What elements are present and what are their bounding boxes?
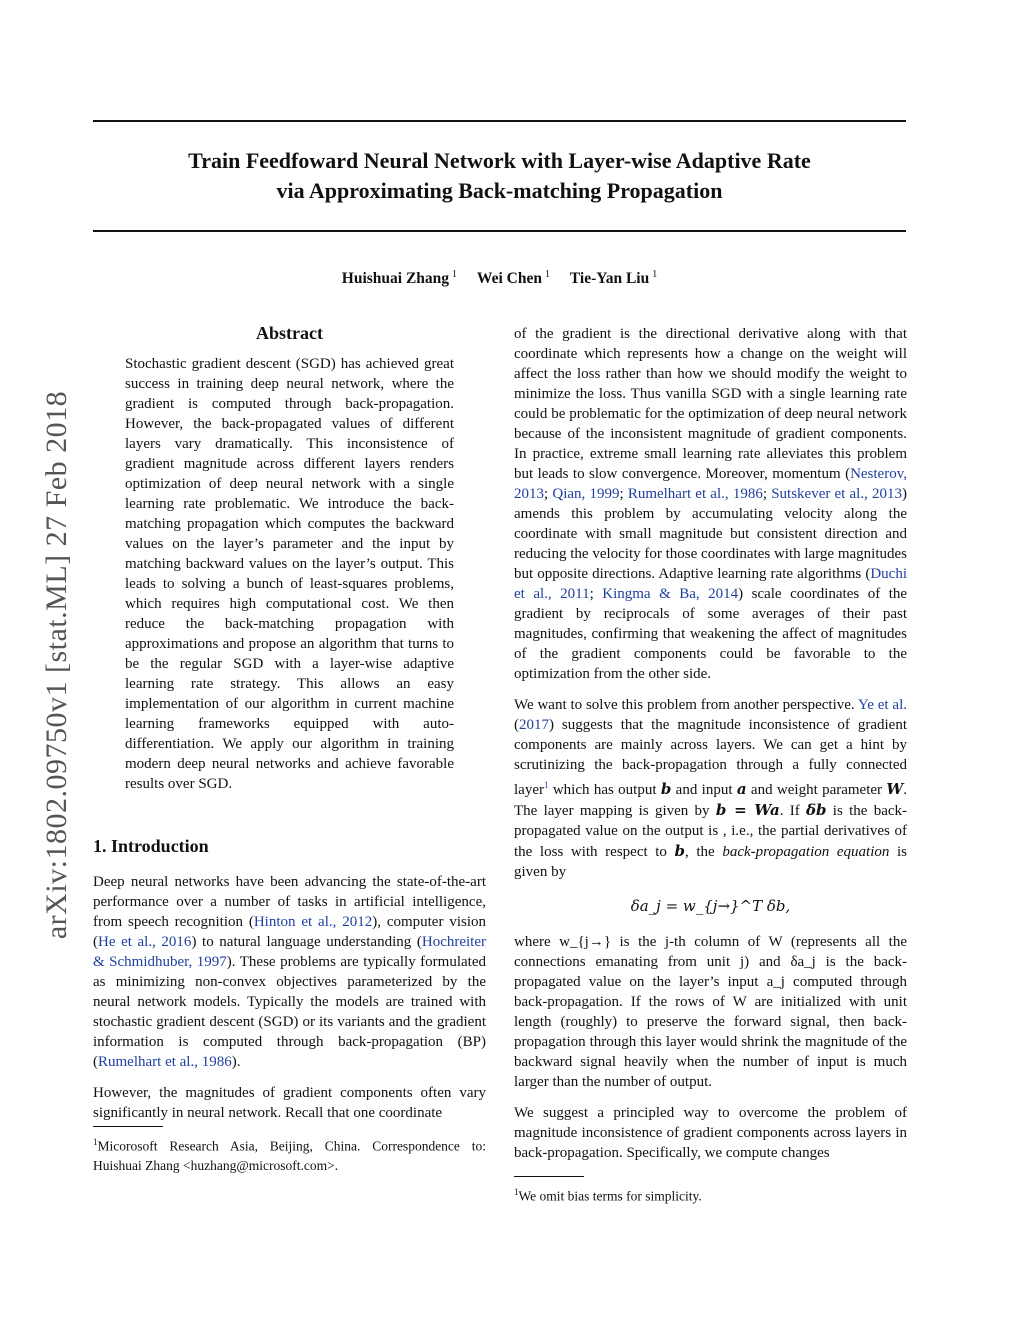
math-expression: b = Wa: [715, 801, 780, 819]
right-footnote: $^1$We omit bias terms for simplicity.: [514, 1176, 907, 1206]
abstract-text: Stochastic gradient descent (SGD) has achieved great success in training deep neural network, where the gradient is computed through back-propagation. However, the back-propagated values of different layers vary dramatically. This inconsistence of gradient magnitude across different layers renders optimization of deep neural network with a single learning rate problematic. We introduce the back-matching propagation which computes the backward values on the layer’s parameter and the input by matching backward values on the layer’s output. This leads to solving a bunch of least-squares problems, which requires high computational cost. We then reduce the back-matching propagation with approximations and propose an algorithm that turns to be the regular SGD with a layer-wise adaptive learning rate strategy. This allows an easy implementation of our algorithm in current machine learning frameworks equipped with auto-differentiation. We apply our algorithm in training modern deep neural networks and achieve favorable results over SGD.: [125, 356, 454, 792]
citation-link[interactable]: He et al., 2016: [98, 934, 192, 950]
math-symbol: a: [736, 780, 747, 798]
left-footnote: $^1$Micorosoft Research Asia, Beijing, China. Correspondence to: Huishuai Zhang <huzhang@microsoft.com>.: [93, 1126, 486, 1175]
right-column: [514, 324, 907, 1174]
citation-link[interactable]: Qian, 1999: [552, 486, 620, 502]
right-paragraph-3: where w_{j→} is the j-th column of W (represents all the connections emanating from unit j) and δa_j is the back-propagated value on the layer’s input a_j computed through back-propagation. If the rows of W are initialized with unit length (roughly) to preserve the forward signal, then back-propagation through this layer would shrink the magnitude of the backward signal heavily when the number of input is much larger than the number of output.: [514, 934, 907, 1090]
author: Huishuai Zhang $^1$: [341, 269, 458, 288]
math-symbol: b: [674, 842, 686, 860]
math-symbol: W: [886, 780, 904, 798]
citation-link[interactable]: Sutskever et al., 2013: [771, 486, 903, 502]
citation-link[interactable]: Rumelhart et al., 1986: [627, 486, 763, 502]
left-column: [93, 318, 486, 1134]
footnote-marker[interactable]: 1: [543, 780, 549, 790]
equation-backprop: δa_j = w_{j→}^T δb,: [630, 897, 791, 915]
author-list: [93, 264, 906, 290]
citation-link[interactable]: Rumelhart et al., 1986: [98, 1054, 232, 1070]
intro-paragraph-2: However, the magnitudes of gradient components often vary significantly in neural network. Recall that one coordinate: [93, 1085, 486, 1121]
citation-link[interactable]: Hinton et al., 2012: [253, 914, 373, 930]
author: Wei Chen $^1$: [476, 269, 550, 288]
citation-link[interactable]: Hochreiter & Schmidhuber, 1997: [93, 934, 486, 970]
footnote-text: Micorosoft Research Asia, Beijing, China. Correspondence to: Huishuai Zhang <huzhang@microsoft.com>.: [93, 1138, 486, 1173]
arxiv-stamp: arXiv:1802.09750v1 [stat.ML] 27 Feb 2018: [40, 390, 73, 940]
citation-link[interactable]: 2017: [519, 717, 549, 733]
paper-title-line-2: via Approximating Back-matching Propagation: [276, 178, 723, 203]
intro-paragraph-1: Deep neural networks have been advancing the state-of-the-art performance over a number of tasks in artificial intelligence, from speech recognition (Hinton et al., 2012), computer vision (He et al., 2016) to natural language understanding (Hochreiter & Schmidhuber, 1997). These problems are typically formulated as minimizing non-convex objectives parameterized by the neural network models. Typically the models are trained with stochastic gradient descent (SGD) or its variants and the gradient information is computed through back-propagation (BP) (Rumelhart et al., 1986).: [93, 874, 486, 1070]
top-rule: [93, 120, 906, 122]
footnote-text: We omit bias terms for simplicity.: [518, 1188, 702, 1204]
bottom-rule: [93, 230, 906, 232]
right-paragraph-4: We suggest a principled way to overcome the problem of magnitude inconsistence of gradient components across layers in back-propagation. Specifically, we compute changes: [514, 1105, 907, 1161]
math-symbol: b: [660, 780, 672, 798]
right-paragraph-2: We want to solve this problem from another perspective. Ye et al. (2017) suggests that the magnitude inconsistence of gradient components are mainly across layers. We can get a hint by scrutinizing the back-propagation through a fully connected layer$^1$ which has output b and input a and weight parameter W. The layer mapping is given by b = Wa. If δb is the back-propagated value on the output is , i.e., the partial derivatives of the loss with respect to b, the back-propagation equation is given by: [514, 697, 908, 880]
math-symbol: δb: [806, 801, 827, 819]
citation-link[interactable]: Ye et al.: [857, 697, 908, 713]
section-heading-introduction: 1. Introduction: [93, 836, 209, 856]
abstract-heading: Abstract: [256, 323, 323, 343]
paper-title-line-1: Train Feedfoward Neural Network with Layer-wise Adaptive Rate: [188, 148, 811, 173]
footnote-rule: [93, 1126, 163, 1127]
footnote-rule: [514, 1176, 584, 1177]
citation-link[interactable]: Duchi et al., 2011: [514, 566, 907, 602]
citation-link[interactable]: Kingma & Ba, 2014: [602, 586, 739, 602]
right-paragraph-1: of the gradient is the directional derivative along with that coordinate which represents how a change on the weight will affect the loss rather than how we should modify the weight to minimize the loss. Thus vanilla SGD with a single learning rate could be problematic for the optimization of deep neural network because of the inconsistent magnitude of gradient components. In practice, extreme small learning rate alleviates this problem but leads to slow convergence. Moreover, momentum (Nesterov, 2013; Qian, 1999; Rumelhart et al., 1986; Sutskever et al., 2013) amends this problem by accumulating velocity along the coordinate with small magnitude but consistent direction and reducing the velocity for those coordinates with large magnitudes but opposite directions. Adaptive learning rate algorithms (Duchi et al., 2011; Kingma & Ba, 2014) scale coordinates of the gradient by reciprocals of some averages of their past magnitudes, confirming that weakening the affect of magnitudes of the gradient components could be favorable to the optimization from the other side.: [514, 326, 908, 682]
author: Tie-Yan Liu $^1$: [569, 269, 658, 288]
citation-link[interactable]: Nesterov, 2013: [514, 466, 907, 502]
